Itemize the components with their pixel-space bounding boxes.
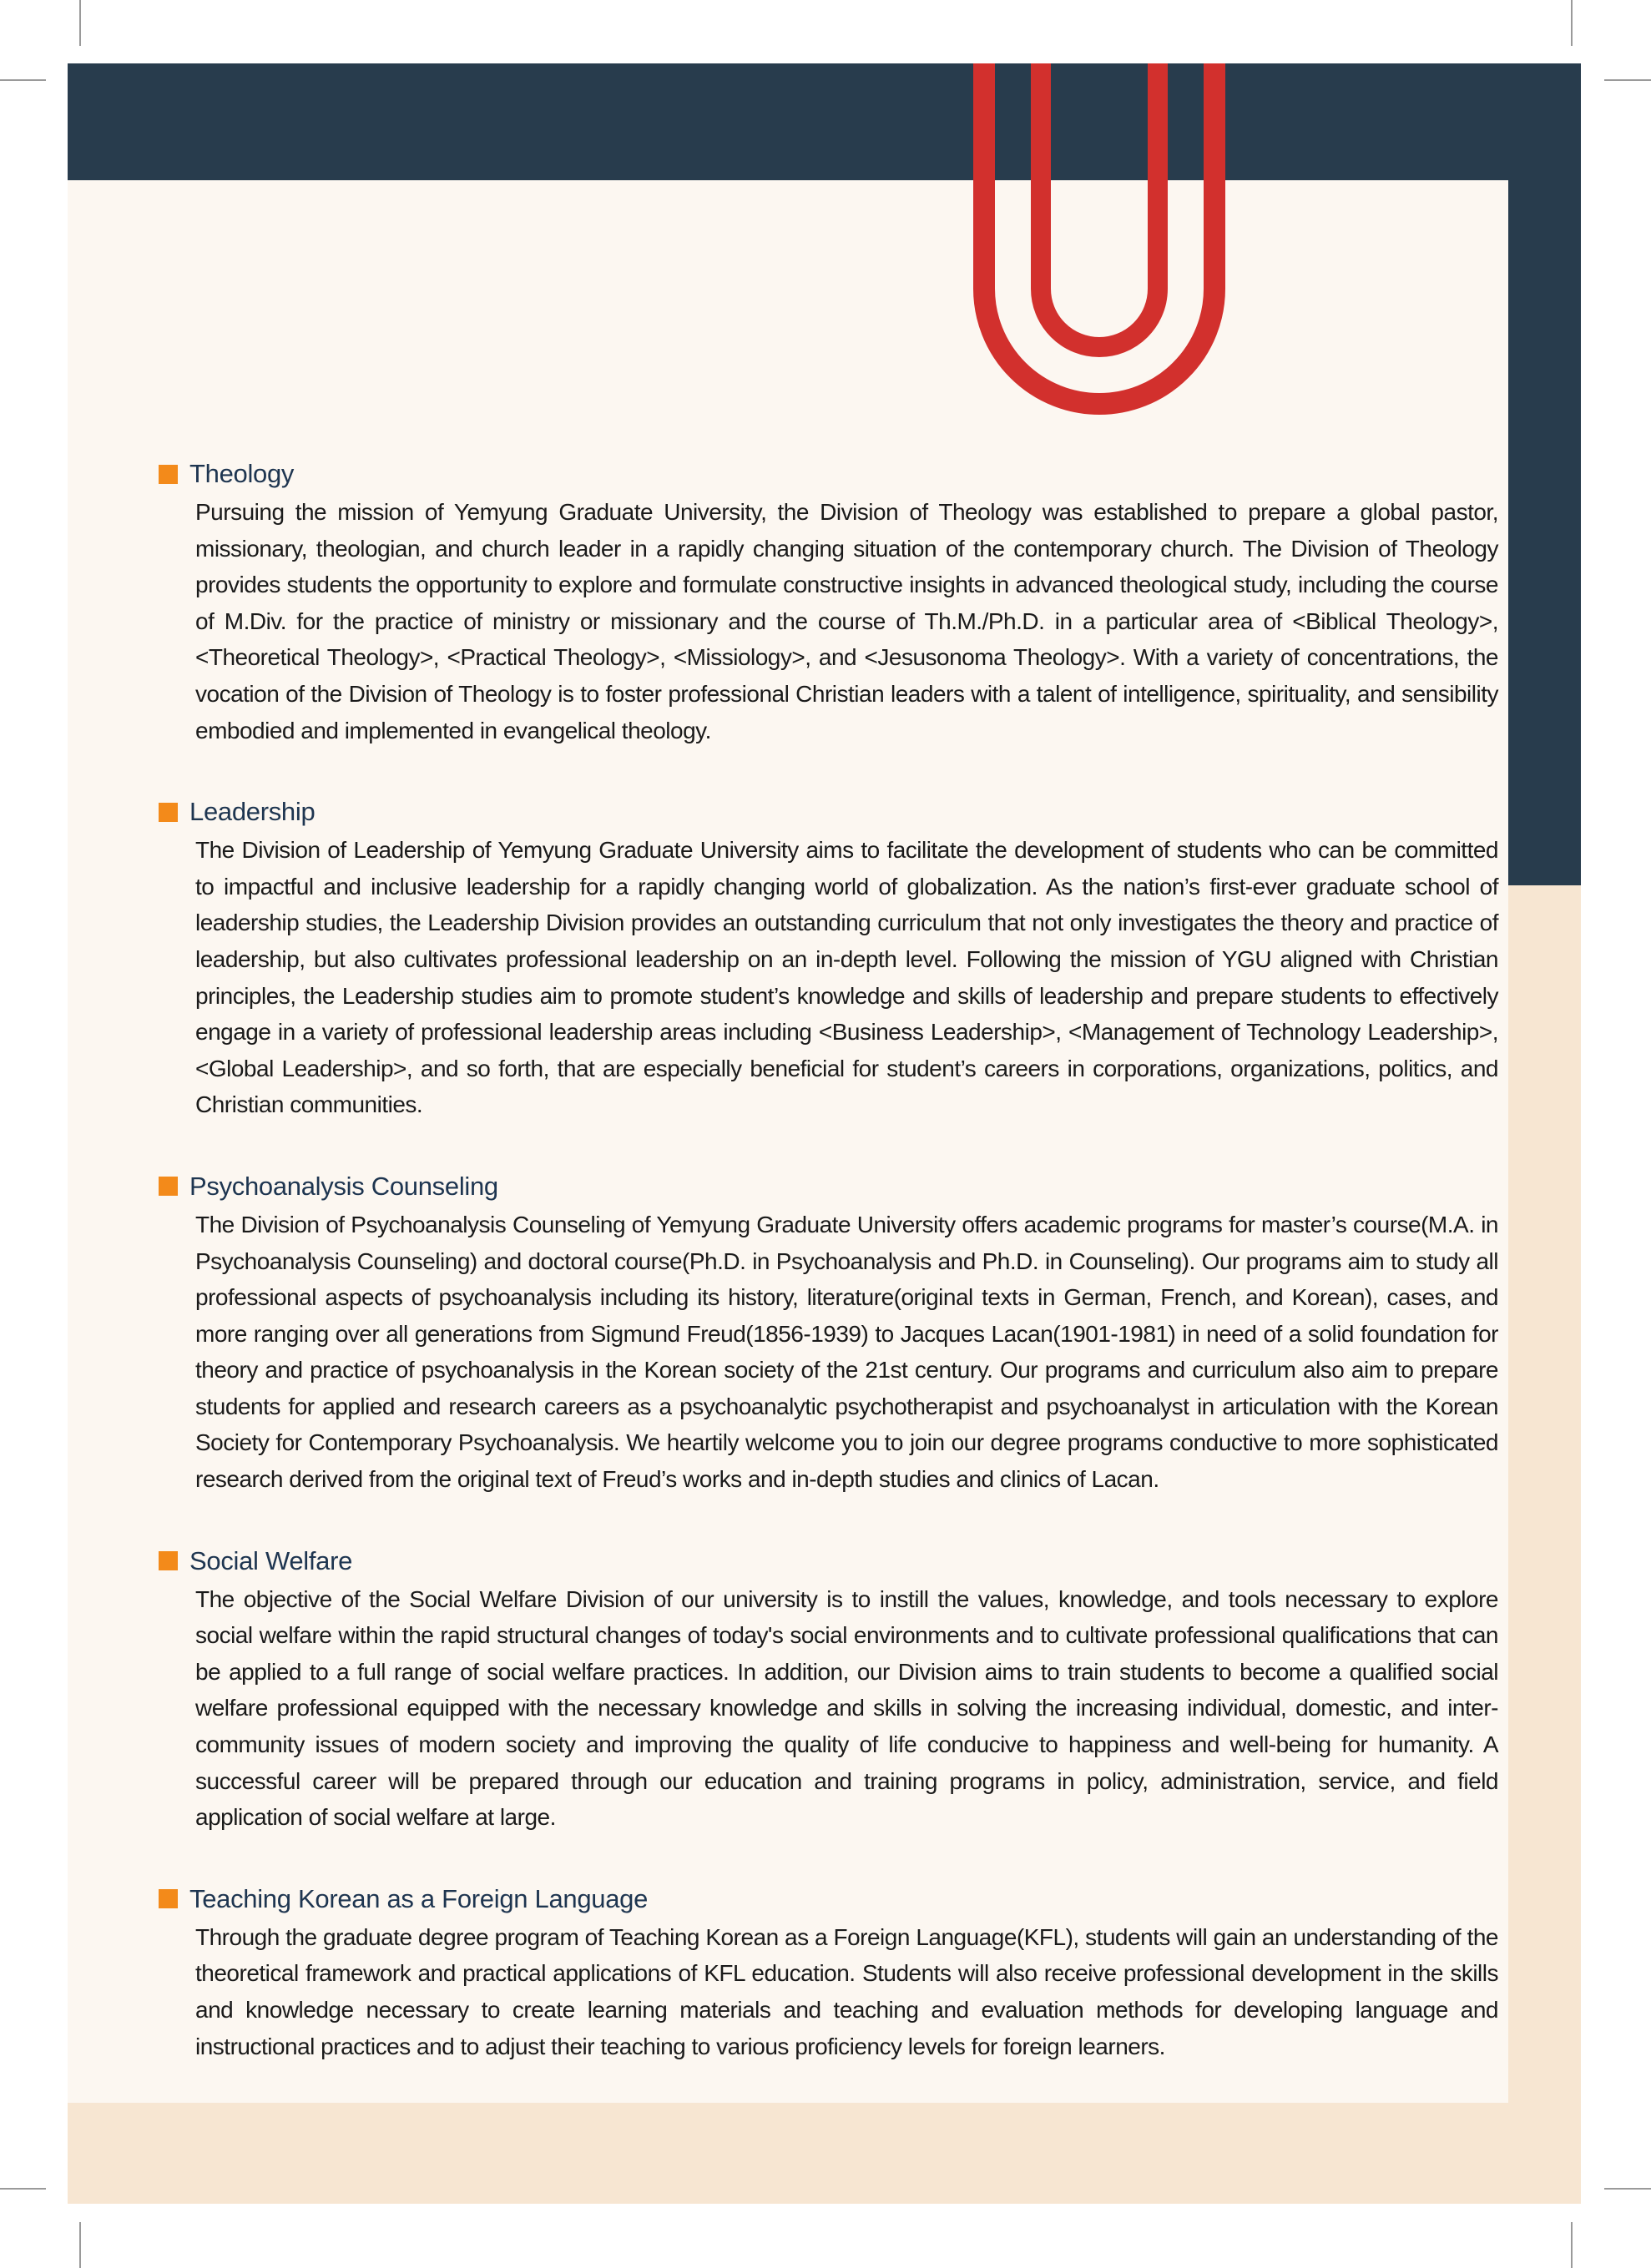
section-title: Leadership xyxy=(189,797,316,827)
crop-mark xyxy=(1604,79,1651,81)
section-title: Psychoanalysis Counseling xyxy=(189,1171,498,1201)
section-header xyxy=(159,1882,1498,1916)
section-title: Social Welfare xyxy=(189,1545,353,1575)
section-body: The objective of the Social Welfare Division of our university is to instill the values, knowledge, and tools necessary to explore social welfare within the rapid structural changes of today's social environments and to cultivate professional qualifications that can be applied to a full range of social welfare practices. In addition, our Division aims to train students to become a qualified social welfare professional equipped with the necessary knowledge and skills in solving the increasing individual, domestic, and inter-community issues of modern society and improving the quality of life conducive to happiness and well-being for humanity. A successful career will be prepared through our education and training programs in policy, administration, service, and field application of social welfare at large. xyxy=(195,1585,1498,1831)
square-bullet-icon xyxy=(159,803,178,822)
section-title: Teaching Korean as a Foreign Language xyxy=(189,1883,649,1913)
section-body: The Division of Psychoanalysis Counseling of Yemyung Graduate University offers academic programs for master’s course(M.A. in Psychoanalysis Counseling) and doctoral course(Ph.D. in Psychoanalysis and Ph.D. in Counseling). Our programs aim to study all professional aspects of psychoanalysis including its history, literature(original texts in German, French, and Korean), cases, and more ranging over all generations from Sigmund Freud(1856-1939) to Jacques Lacan(1901-1981) in need of a solid foundation for theory and practice of psychoanalysis in the Korean society of the 21st century. Our programs and curriculum also aim to prepare students for applied and research careers as a psychoanalytic psychotherapist and psychoanalyst in articulation with the Korean Society for Contemporary Psychoanalysis. We heartily welcome you to join our degree programs conductive to more sophisticated research derived from the original text of Freud’s works and in-depth studies and clinics of Lacan. xyxy=(195,1211,1498,1493)
red-double-u-arc-icon xyxy=(961,63,1261,431)
crop-mark xyxy=(1571,0,1573,46)
inner-arc xyxy=(1041,63,1158,347)
square-bullet-icon xyxy=(159,1551,178,1570)
section-social-welfare xyxy=(159,1545,1498,1836)
section-teaching-korean xyxy=(159,1882,1498,2064)
section-body: The Division of Leadership of Yemyung Graduate University aims to facilitate the development of students who can be committed to impactful and inclusive leadership for a rapidly changing world of globalization. As the nation’s first-ever graduate school of leadership studies, the Leadership Division provides an outstanding curriculum that not only investigates the theory and practice of leadership, but also cultivates professional leadership on an in-depth level. Following the mission of YGU aligned with Christian principles, the Leadership studies aim to promote student’s knowledge and skills of leadership and prepare students to effectively engage in a variety of professional leadership areas including <Business Leadership>, <Management of Technology Leadership>, <Global Leadership>, and so forth, that are especially beneficial for student’s careers in corporations, organizations, politics, and Christian communities. xyxy=(195,837,1498,1118)
crop-mark xyxy=(79,2222,81,2268)
crop-mark xyxy=(0,79,46,81)
crop-mark xyxy=(79,0,81,46)
crop-mark xyxy=(1571,2222,1573,2268)
crop-mark xyxy=(1604,2188,1651,2190)
division-sections xyxy=(159,457,1498,2111)
section-body: Through the graduate degree program of Teaching Korean as a Foreign Language(KFL), students will gain an understanding of the theoretical framework and practical applications of KFL education. Students will also receive professional development in the skills and knowledge necessary to create learning materials and teaching and evaluation methods for developing language and instructional practices and to adjust their teaching to various proficiency levels for foreign learners. xyxy=(195,1923,1498,2059)
section-header xyxy=(159,457,1498,491)
section-header xyxy=(159,1545,1498,1578)
section-header xyxy=(159,1170,1498,1203)
section-psychoanalysis-counseling xyxy=(159,1170,1498,1498)
section-body: Pursuing the mission of Yemyung Graduate University, the Division of Theology was established to prepare a global pastor, missionary, theologian, and church leader in a rapidly changing situation of the contemporary church. The Division of Theology provides students the opportunity to explore and formulate constructive insights in advanced theological study, including the course of M.Div. for the practice of ministry or missionary and the course of Th.M./Ph.D. in a particular area of <Biblical Theology>, <Theoretical Theology>, <Practical Theology>, <Missiology>, and <Jesusonoma Theology>. With a variety of concentrations, the vocation of the Division of Theology is to foster professional Christian leaders with a talent of intelligence, spirituality, and sensibility embodied and implemented in evangelical theology. xyxy=(195,499,1498,743)
section-header xyxy=(159,795,1498,829)
square-bullet-icon xyxy=(159,1177,178,1196)
square-bullet-icon xyxy=(159,1889,178,1908)
section-title: Theology xyxy=(189,459,295,488)
square-bullet-icon xyxy=(159,465,178,484)
crop-mark xyxy=(0,2188,46,2190)
section-theology xyxy=(159,457,1498,748)
section-leadership xyxy=(159,795,1498,1123)
